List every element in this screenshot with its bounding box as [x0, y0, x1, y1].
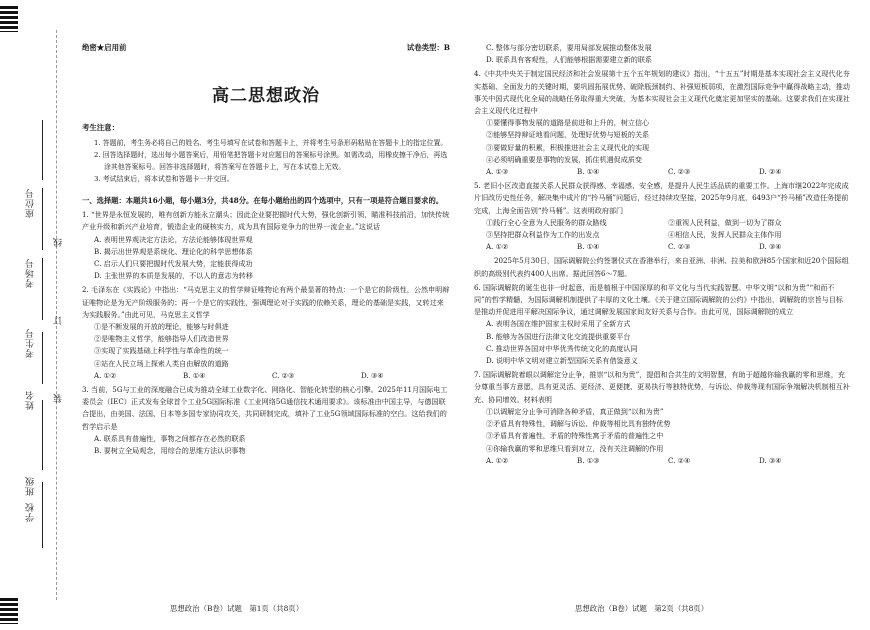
material-paragraph: 2025年5月30日，国际调解院公约签署仪式在香港举行，来自亚洲、非洲、拉美和欧洲85个国家和近20个国际组织的高级别代表约400人出席。据此回答6～7题。 — [474, 256, 849, 278]
note-item: 2. 回答选择题时，选出每小题答案后，用铅笔把答题卡对应题目的答案标号涂黑。如需改动，用橡皮擦干净后，再选涂其他答案标号。回答非选择题时，将答案写在答题卡上，写在本试卷上无效。 — [94, 150, 448, 171]
school-label: 学校 — [26, 502, 36, 522]
sub-statement: ③坚持把群众利益作为工作的出发点 — [486, 230, 600, 240]
section-heading: 一、选择题：本题共16小题，每小题3分，共48分。在每小题给出的四个选项中，只有一项是符合题目要求的。 — [82, 195, 444, 205]
note-item: 3. 考试结束后，将本试卷和答题卡一并交回。 — [94, 174, 234, 183]
page-title: 高二思想政治 — [212, 86, 320, 107]
option[interactable]: C. ②③ — [668, 242, 691, 252]
question-stem: 5. 老旧小区改造直接关系人民群众获得感、幸福感、安全感，是提升人民生活品质的重要工作。上海市继2022年完成成片旧改历史性任务，解决集中成片的“拎马桶”问题后，经过持续攻坚接，2025年9月底，6493户“拎马桶”改造任务提前完成，上海全面告别“拎马桶”。这表明政府部门 — [474, 181, 849, 215]
question-stem: 2. 毛泽东在《实践论》中指出：“马克思主义的哲学辩证唯物论有两个最显著的特点：一个是它的阶级性，公然申明辩证唯物论是为无产阶级服务的；再一个是它的实践性，强调理论对于实践的依赖关系，理论的基础是实践，又转过来为实践服务。”由此可见，马克思主义哲学 — [82, 285, 450, 319]
option[interactable]: C. ②③ — [668, 167, 691, 177]
cut-mark-ding: 订 — [54, 316, 64, 325]
option[interactable]: A. ①③ — [486, 167, 509, 177]
option[interactable]: C. ②④ — [668, 455, 691, 465]
sub-statement: ②能够坚持辩证地看问题，处理好优势与短板的关系 — [486, 130, 650, 140]
notes-heading: 考生注意： — [82, 123, 119, 133]
option-row — [474, 241, 850, 253]
option[interactable]: B. 要树立全局观念，用综合的思维方法认识事物 — [94, 446, 246, 456]
corner-barcode — [0, 6, 18, 32]
sub-statement: ①是不断发展的开放的理论，能够与时俱进 — [94, 322, 229, 332]
sub-statement: ④相信人民，发挥人民群众主体作用 — [668, 230, 782, 240]
option[interactable]: B. 能够为各国进行法律文化交流提供重要平台 — [486, 331, 631, 341]
option-row — [82, 370, 450, 382]
school-line — [42, 482, 43, 548]
left-column — [82, 42, 450, 457]
sub-statement: ②是唯物主义哲学，能够指导人们改造世界 — [94, 334, 229, 344]
option[interactable]: C. 整体与部分密切联系，要用局部发展推动整体发展 — [486, 43, 652, 52]
right-column — [474, 42, 850, 467]
option[interactable]: C. ②③ — [272, 370, 295, 380]
option[interactable]: A. 表明各国在维护国家主权时采用了全新方式 — [486, 319, 631, 329]
question-stem: 4.《中共中央关于制定国民经济和社会发展第十五个五年规划的建议》指出，“十五五”时期是基本实现社会主义现代化夯实基础、全面发力的关键时期，要巩固拓展优势、破除瓶颈制约、补强短板弱项，在激烈国际竞争中赢得战略主动，推动事关中国式现代化全局的战略任务取得重大突破，为基本实现社会主义现代化奠定更加坚实的基础。这要求我们在实现社会主义现代化过程中 — [474, 69, 850, 116]
question-5 — [474, 180, 850, 253]
note-item: 1. 答题前，考生务必将自己的姓名、考生号填写在试卷和答题卡上，并将考生号条形码粘贴在答题卡上的指定位置。 — [94, 138, 448, 147]
sub-statement: ②矛盾具有特殊性，调解与诉讼、仲裁等相比具有独特优势 — [486, 419, 671, 429]
student-no-line — [42, 258, 43, 320]
sub-statement: ①践行全心全意为人民服务的群众路线 — [486, 217, 607, 227]
option[interactable]: D. ③④ — [759, 455, 782, 465]
corner-barcode — [0, 598, 18, 624]
option[interactable]: D. 说明中华文明对建立新型国际关系有借鉴意义 — [486, 356, 638, 366]
sub-statement: ④你输我赢的零和思维只看到对立，没有关注调解的作用 — [486, 443, 664, 453]
cut-mark-zhuang: 装 — [54, 394, 64, 403]
option[interactable]: C. 启示人们只要把握时代发展大势，定能获得成功 — [94, 259, 253, 269]
seat-line — [42, 120, 43, 180]
option-row — [474, 455, 850, 467]
secret-mark: 绝密★启用前 — [82, 43, 127, 52]
question-7 — [474, 369, 850, 467]
question-2 — [82, 284, 450, 382]
page-header — [82, 42, 450, 54]
option[interactable]: A. ①② — [94, 370, 117, 380]
option[interactable]: B. ①③ — [577, 455, 600, 465]
class-label: 班级 — [26, 476, 36, 496]
question-3 — [82, 384, 450, 457]
sub-statement: ②重视人民利益，做到一切为了群众 — [668, 217, 782, 227]
question-stem: 6. 国际调解院的诞生也非一时起意，而是植根于中国深厚的和平文化与当代实践智慧。中华文明“以和为贵”“和而不同”的哲学精髓，为国际调解机制提供了丰厚的文化土壤。《关于建立国际调解院的公约》中指出，调解院的宗旨与目标是推动并促进用平解决国际争议，通过调解发展国家间友好关系与合作。由此可见，国际调解院的成立 — [474, 282, 843, 317]
option[interactable]: D. ③④ — [759, 242, 782, 252]
option[interactable]: B. ①④ — [183, 370, 206, 380]
question-4 — [474, 68, 850, 178]
sub-statement: ①以调解定分止争可消除各种矛盾，真正做到“以和为贵” — [486, 406, 664, 416]
footer-left: 思想政治（B卷）试题 第1页（共8页） — [170, 604, 304, 613]
name-label: 姓名 — [26, 390, 36, 410]
footer-right: 思想政治（B卷）试题 第2页（共8页） — [575, 604, 709, 613]
option[interactable]: B. ①④ — [577, 242, 600, 252]
student-no-label: 考生号 — [26, 328, 36, 358]
option[interactable]: B. ①④ — [577, 167, 600, 177]
option[interactable]: D. 联系具有客观性，人们能够根据需要建立新的联系 — [486, 55, 653, 65]
option[interactable]: D. ②④ — [759, 167, 782, 177]
option[interactable]: D. 主张世界的本质是发展的，不以人的意志为转移 — [94, 271, 253, 281]
name-line — [42, 332, 43, 384]
exam-no-line — [42, 188, 43, 250]
school-field[interactable] — [20, 482, 64, 582]
sub-statement: ③要做好量的积累，积极推进社会主义现代化的实现 — [486, 142, 650, 152]
sub-statement: ③实现了实践基础上科学性与革命性的统一 — [94, 346, 229, 356]
binding-strip — [0, 0, 66, 630]
cut-line — [56, 30, 57, 600]
sub-statement: ③矛盾具有普遍性，矛盾的特殊性寓于矛盾的普遍性之中 — [486, 431, 664, 441]
option[interactable]: A. 表明世界观决定方法论，方法论能够体现世界观 — [94, 234, 253, 244]
question-6 — [474, 282, 850, 367]
option-row — [474, 166, 850, 178]
paper-type: 试卷类型：B — [406, 43, 450, 52]
option[interactable]: D. ③④ — [361, 370, 384, 380]
sub-row — [474, 217, 850, 229]
option[interactable]: C. 推动世界各国对中华优秀传统文化的高度认同 — [486, 343, 638, 353]
class-line — [42, 400, 43, 470]
option[interactable]: A. ①② — [486, 242, 509, 252]
seat-label: 座位号 — [26, 188, 36, 218]
option[interactable]: A. ①② — [486, 455, 509, 465]
question-1 — [82, 209, 450, 282]
sub-row — [474, 229, 850, 241]
exam-no-label: 考场号 — [26, 258, 36, 288]
question-stem: 3. 当前，5G与工业的深度融合已成为推动全球工业数字化、网络化、智能化转型的核心引擎。2025年11月国际电工委员会（IEC）正式发布全球首个工业5G国际标准《工业网络5G通信技术通用要求》。该标准由中国主导，与德国联合提出，由美国、法国、日本等多国专家协同攻关，共同研制完成，填补了工业5G领域国际标准的空白。这给我们的哲学启示是 — [82, 385, 448, 431]
option[interactable]: B. 揭示出世界观是系统化、理论化的科学思想体系 — [94, 246, 253, 256]
cut-mark-xian: 线 — [54, 238, 64, 247]
question-stem: 7. 国际调解院着眼以调解定分止争，推崇“以和为贵”，提倡和合共生的文明智慧，有助于超越你输我赢的零和思维，充分尊重当事方意愿，具有更灵活、更经济、更便捷、更易执行等独特优势，与诉讼、仲裁等现有国际争端解决机制相互补充、协同增效。材料表明 — [474, 370, 850, 404]
sub-statement: ④站在人民立场上探索人类自由解放的道路 — [94, 358, 229, 368]
sub-statement: ④必须明确重要是事物的发展，抓住机遇促成质变 — [486, 154, 643, 164]
sub-statement: ①要懂得事物发展的道路是前进和上升的，树立信心 — [486, 118, 650, 128]
option[interactable]: A. 联系具有普遍性，事物之间都存在必然的联系 — [94, 433, 246, 443]
question-stem: 1. “世界是永恒发展的，唯有创新方能永立潮头；因此企业要把握时代大势，强化创新引领，瞄准科技前沿，加快传统产业升级和新兴产业培育，锻造企业的硬核实力，成为具有国际竞争力的世界一流企业。”这说话 — [82, 210, 450, 232]
